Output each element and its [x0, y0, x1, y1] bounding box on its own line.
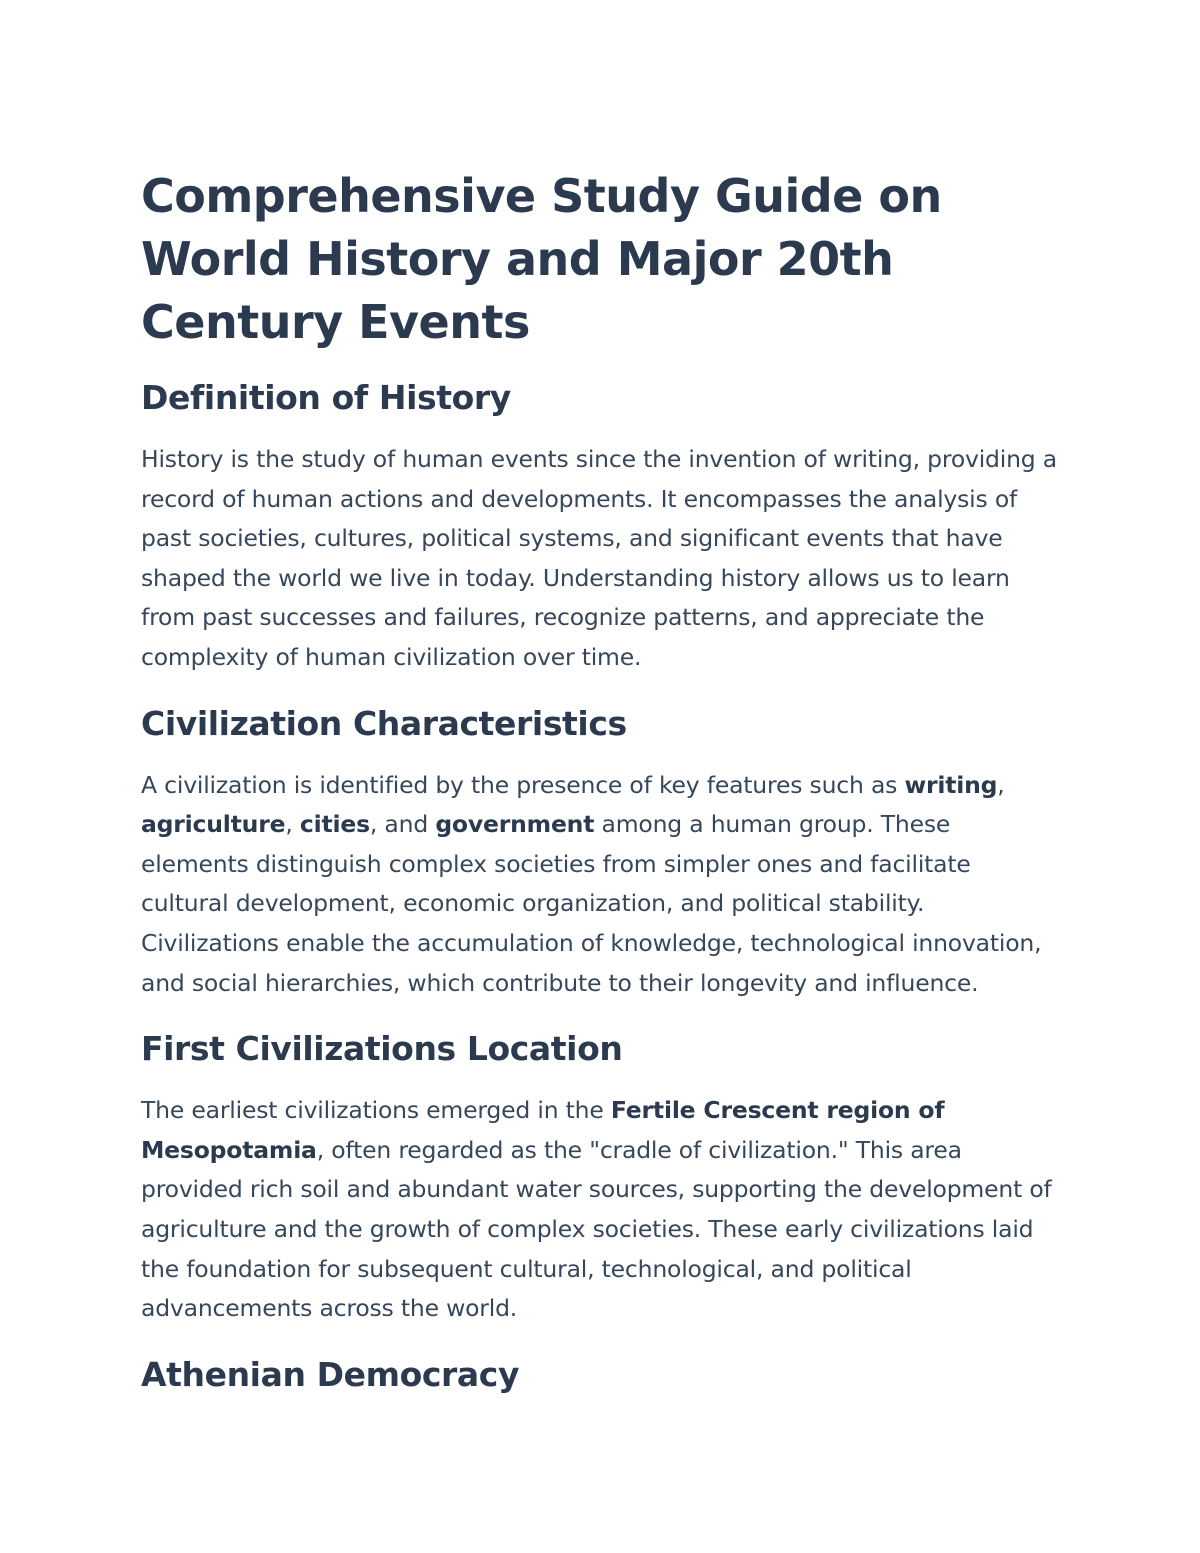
section-heading-civilization-characteristics: Civilization Characteristics — [141, 703, 627, 743]
body-text: A civilization is identified by the presence of key features such as — [141, 770, 905, 799]
section-heading-first-civilizations-location: First Civilizations Location — [141, 1029, 623, 1069]
body-text: among a human group. These elements distinguish complex societies from simpler ones and facilitate cultural development, economic organization, and political stability. Civilizations enable the accumulation of knowledge, technological innovation, and social hierarchies, which contribute to their longevity and influence. — [141, 810, 1042, 997]
body-text: , — [285, 810, 300, 839]
section-body-first-civilizations-location — [141, 1091, 1061, 1329]
bold-term-agriculture: agriculture — [141, 810, 286, 839]
section-heading-definition-of-history: Definition of History — [141, 378, 511, 417]
document-page — [141, 165, 1061, 1397]
body-text: The earliest civilizations emerged in the — [141, 1096, 611, 1125]
bold-term-cities: cities — [299, 810, 370, 839]
section-body-definition-of-history — [141, 440, 1061, 678]
bold-term-writing: writing — [904, 770, 998, 799]
bold-term-fertile-crescent: Fertile Crescent region of Mesopotamia — [141, 1096, 945, 1164]
section-body-civilization-characteristics — [141, 766, 1061, 1004]
bold-term-government: government — [435, 810, 595, 839]
body-text: , often regarded as the "cradle of civilization." This area provided rich soil and abundant water sources, supporting the development of agriculture and the growth of complex societies. These early civilizations laid the foundation for subsequent cultural, technological, and political advancements across the world. — [141, 1135, 1052, 1323]
body-text: History is the study of human events since the invention of writing, providing a record of human actions and developments. It encompasses the analysis of past societies, cultures, political systems, and significant events that have shaped the world we live in today. Understanding history allows us to learn from past successes and failures, recognize patterns, and appreciate the complexity of human civilization over time. — [141, 445, 1057, 671]
body-text: , and — [369, 810, 436, 839]
document-title: Comprehensive Study Guide on World History and Major 20th Century Events — [141, 169, 942, 349]
body-text: , — [997, 770, 1005, 799]
section-heading-athenian-democracy: Athenian Democracy — [141, 1354, 520, 1394]
